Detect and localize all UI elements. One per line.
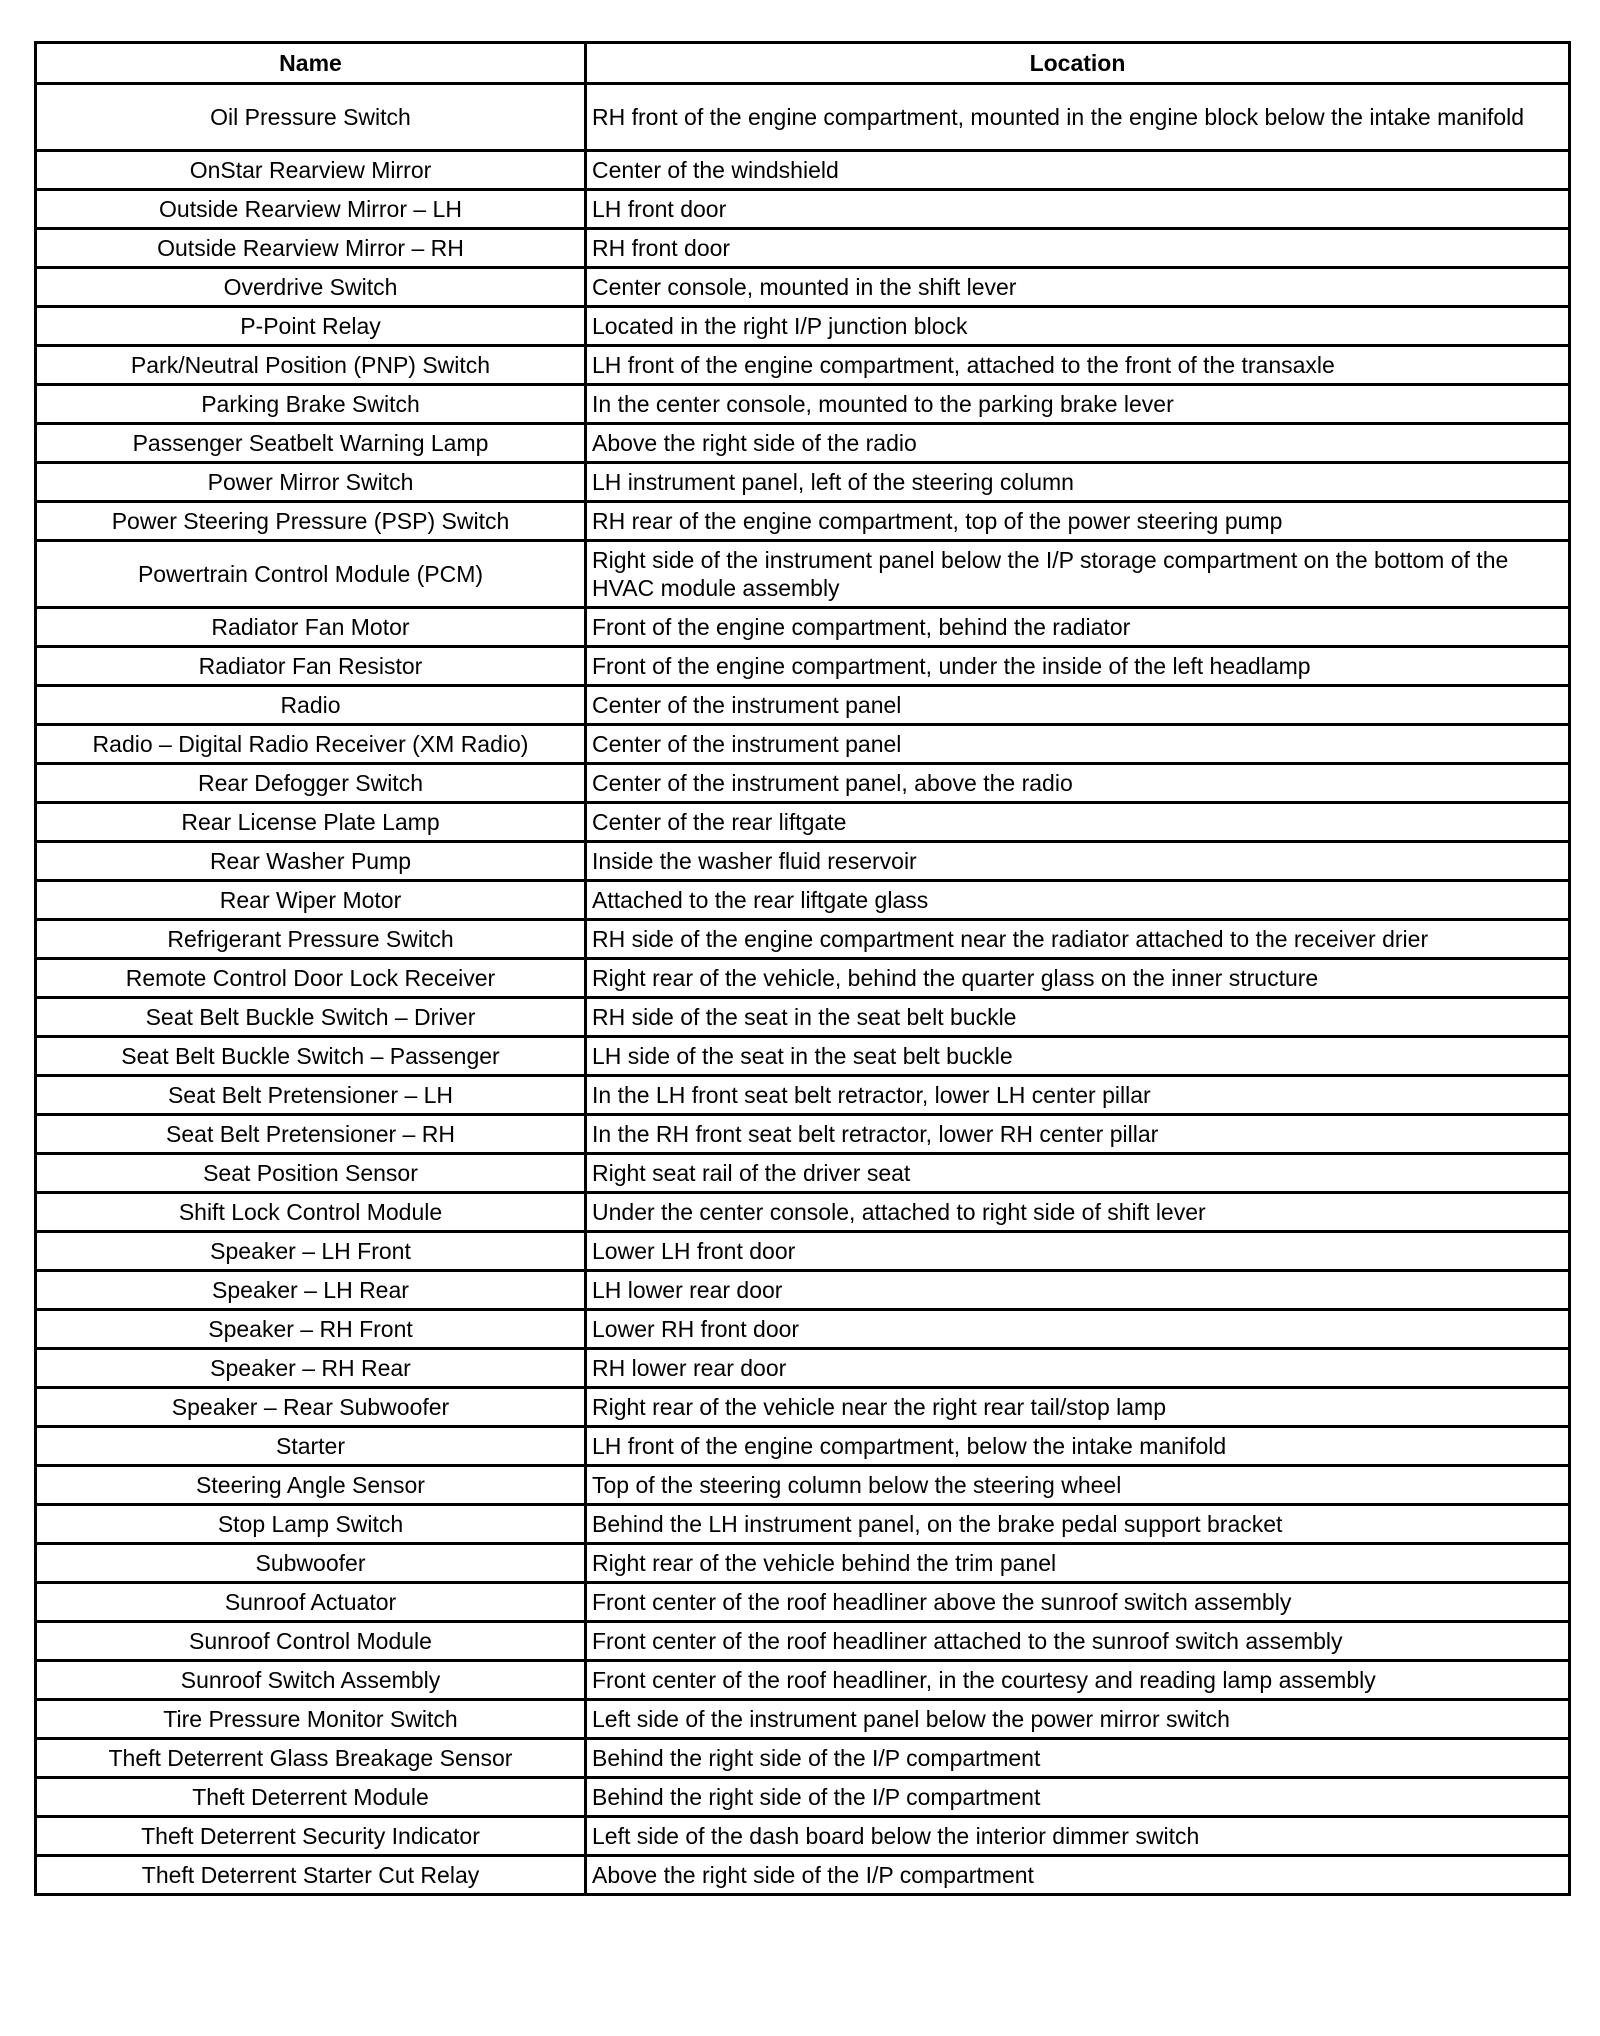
table-row — [36, 424, 1570, 463]
component-name-cell: Passenger Seatbelt Warning Lamp — [36, 424, 586, 463]
component-name-cell: Rear Defogger Switch — [36, 764, 586, 803]
component-location-table-container — [34, 41, 1568, 1896]
component-name-cell: Theft Deterrent Security Indicator — [36, 1817, 586, 1856]
component-location-cell: Above the right side of the radio — [586, 424, 1570, 463]
component-location-cell: LH front of the engine compartment, attached to the front of the transaxle — [586, 346, 1570, 385]
component-location-cell: In the center console, mounted to the parking brake lever — [586, 385, 1570, 424]
table-row — [36, 803, 1570, 842]
table-row — [36, 959, 1570, 998]
component-name-cell: Remote Control Door Lock Receiver — [36, 959, 586, 998]
component-location-cell: Front of the engine compartment, under the inside of the left headlamp — [586, 647, 1570, 686]
component-location-cell: Center of the windshield — [586, 151, 1570, 190]
table-row — [36, 1193, 1570, 1232]
component-location-cell: Right rear of the vehicle near the right rear tail/stop lamp — [586, 1388, 1570, 1427]
table-row — [36, 307, 1570, 346]
component-name-cell: Powertrain Control Module (PCM) — [36, 541, 586, 608]
component-location-cell: LH front of the engine compartment, below the intake manifold — [586, 1427, 1570, 1466]
component-location-cell: Left side of the dash board below the interior dimmer switch — [586, 1817, 1570, 1856]
component-name-cell: Theft Deterrent Starter Cut Relay — [36, 1856, 586, 1895]
component-name-cell: Sunroof Switch Assembly — [36, 1661, 586, 1700]
table-row — [36, 1076, 1570, 1115]
table-row — [36, 920, 1570, 959]
component-name-cell: Speaker – LH Rear — [36, 1271, 586, 1310]
table-row — [36, 1505, 1570, 1544]
table-row — [36, 463, 1570, 502]
table-row — [36, 998, 1570, 1037]
component-name-cell: Radiator Fan Resistor — [36, 647, 586, 686]
table-row — [36, 1310, 1570, 1349]
table-row — [36, 1232, 1570, 1271]
column-header-name: Name — [36, 43, 586, 84]
component-name-cell: Sunroof Actuator — [36, 1583, 586, 1622]
component-location-cell: Attached to the rear liftgate glass — [586, 881, 1570, 920]
component-name-cell: Starter — [36, 1427, 586, 1466]
table-row — [36, 1388, 1570, 1427]
component-location-cell: Center of the instrument panel — [586, 686, 1570, 725]
component-name-cell: Stop Lamp Switch — [36, 1505, 586, 1544]
component-name-cell: Shift Lock Control Module — [36, 1193, 586, 1232]
component-name-cell: Outside Rearview Mirror – RH — [36, 229, 586, 268]
component-name-cell: OnStar Rearview Mirror — [36, 151, 586, 190]
component-location-cell: Center of the rear liftgate — [586, 803, 1570, 842]
component-name-cell: P-Point Relay — [36, 307, 586, 346]
component-location-cell: Front center of the roof headliner, in the courtesy and reading lamp assembly — [586, 1661, 1570, 1700]
component-location-cell: LH instrument panel, left of the steering column — [586, 463, 1570, 502]
table-row — [36, 842, 1570, 881]
component-location-cell: RH side of the engine compartment near the radiator attached to the receiver drier — [586, 920, 1570, 959]
component-name-cell: Oil Pressure Switch — [36, 84, 586, 151]
component-name-cell: Seat Belt Buckle Switch – Driver — [36, 998, 586, 1037]
component-name-cell: Tire Pressure Monitor Switch — [36, 1700, 586, 1739]
component-location-cell: Behind the right side of the I/P compartment — [586, 1778, 1570, 1817]
component-name-cell: Radio – Digital Radio Receiver (XM Radio) — [36, 725, 586, 764]
component-location-table — [34, 41, 1571, 1896]
component-name-cell: Rear Washer Pump — [36, 842, 586, 881]
component-location-cell: Center console, mounted in the shift lever — [586, 268, 1570, 307]
component-name-cell: Rear License Plate Lamp — [36, 803, 586, 842]
component-name-cell: Speaker – LH Front — [36, 1232, 586, 1271]
component-location-cell: Left side of the instrument panel below the power mirror switch — [586, 1700, 1570, 1739]
table-row — [36, 881, 1570, 920]
component-name-cell: Power Mirror Switch — [36, 463, 586, 502]
table-row — [36, 385, 1570, 424]
component-location-cell: Right rear of the vehicle behind the trim panel — [586, 1544, 1570, 1583]
component-name-cell: Power Steering Pressure (PSP) Switch — [36, 502, 586, 541]
component-name-cell: Speaker – RH Front — [36, 1310, 586, 1349]
component-name-cell: Seat Belt Pretensioner – RH — [36, 1115, 586, 1154]
component-name-cell: Speaker – RH Rear — [36, 1349, 586, 1388]
component-location-cell: RH rear of the engine compartment, top of the power steering pump — [586, 502, 1570, 541]
component-location-cell: LH front door — [586, 190, 1570, 229]
component-location-cell: Behind the LH instrument panel, on the brake pedal support bracket — [586, 1505, 1570, 1544]
table-row — [36, 1115, 1570, 1154]
component-name-cell: Theft Deterrent Glass Breakage Sensor — [36, 1739, 586, 1778]
component-location-cell: Center of the instrument panel, above the radio — [586, 764, 1570, 803]
component-location-cell: RH front of the engine compartment, mounted in the engine block below the intake manifold — [586, 84, 1570, 151]
component-name-cell: Theft Deterrent Module — [36, 1778, 586, 1817]
component-name-cell: Parking Brake Switch — [36, 385, 586, 424]
component-location-cell: Lower LH front door — [586, 1232, 1570, 1271]
component-location-cell: Above the right side of the I/P compartment — [586, 1856, 1570, 1895]
component-name-cell: Subwoofer — [36, 1544, 586, 1583]
component-location-cell: Right rear of the vehicle, behind the quarter glass on the inner structure — [586, 959, 1570, 998]
table-row — [36, 502, 1570, 541]
component-location-cell: Located in the right I/P junction block — [586, 307, 1570, 346]
table-row — [36, 1661, 1570, 1700]
table-row — [36, 725, 1570, 764]
table-row — [36, 1544, 1570, 1583]
component-name-cell: Refrigerant Pressure Switch — [36, 920, 586, 959]
table-row — [36, 1349, 1570, 1388]
table-row — [36, 1037, 1570, 1076]
table-row — [36, 1427, 1570, 1466]
component-location-cell: Behind the right side of the I/P compartment — [586, 1739, 1570, 1778]
table-row — [36, 647, 1570, 686]
table-row — [36, 1739, 1570, 1778]
table-row — [36, 190, 1570, 229]
table-row — [36, 1154, 1570, 1193]
table-row — [36, 686, 1570, 725]
table-row — [36, 541, 1570, 608]
component-location-cell: Front center of the roof headliner attached to the sunroof switch assembly — [586, 1622, 1570, 1661]
table-row — [36, 84, 1570, 151]
table-row — [36, 1622, 1570, 1661]
table-row — [36, 1466, 1570, 1505]
table-row — [36, 229, 1570, 268]
table-row — [36, 346, 1570, 385]
component-location-cell: Inside the washer fluid reservoir — [586, 842, 1570, 881]
table-row — [36, 268, 1570, 307]
component-location-cell: In the LH front seat belt retractor, lower LH center pillar — [586, 1076, 1570, 1115]
component-name-cell: Outside Rearview Mirror – LH — [36, 190, 586, 229]
component-location-cell: LH side of the seat in the seat belt buckle — [586, 1037, 1570, 1076]
table-row — [36, 764, 1570, 803]
component-name-cell: Overdrive Switch — [36, 268, 586, 307]
table-header-row — [36, 43, 1570, 84]
component-name-cell: Rear Wiper Motor — [36, 881, 586, 920]
component-location-cell: RH lower rear door — [586, 1349, 1570, 1388]
table-row — [36, 1778, 1570, 1817]
component-location-cell: Front center of the roof headliner above the sunroof switch assembly — [586, 1583, 1570, 1622]
component-name-cell: Speaker – Rear Subwoofer — [36, 1388, 586, 1427]
table-row — [36, 1700, 1570, 1739]
table-row — [36, 1856, 1570, 1895]
component-name-cell: Seat Position Sensor — [36, 1154, 586, 1193]
component-location-cell: Right side of the instrument panel below the I/P storage compartment on the bottom of the HVAC module assembly — [586, 541, 1570, 608]
component-location-cell: RH side of the seat in the seat belt buckle — [586, 998, 1570, 1037]
component-name-cell: Seat Belt Buckle Switch – Passenger — [36, 1037, 586, 1076]
component-name-cell: Radiator Fan Motor — [36, 608, 586, 647]
column-header-location: Location — [586, 43, 1570, 84]
component-location-cell: Under the center console, attached to right side of shift lever — [586, 1193, 1570, 1232]
component-name-cell: Park/Neutral Position (PNP) Switch — [36, 346, 586, 385]
table-row — [36, 151, 1570, 190]
component-location-cell: LH lower rear door — [586, 1271, 1570, 1310]
table-row — [36, 1271, 1570, 1310]
component-name-cell: Steering Angle Sensor — [36, 1466, 586, 1505]
component-location-cell: Right seat rail of the driver seat — [586, 1154, 1570, 1193]
component-name-cell: Seat Belt Pretensioner – LH — [36, 1076, 586, 1115]
component-location-cell: Front of the engine compartment, behind the radiator — [586, 608, 1570, 647]
table-row — [36, 608, 1570, 647]
table-row — [36, 1583, 1570, 1622]
component-name-cell: Radio — [36, 686, 586, 725]
component-name-cell: Sunroof Control Module — [36, 1622, 586, 1661]
component-location-cell: Lower RH front door — [586, 1310, 1570, 1349]
component-location-cell: In the RH front seat belt retractor, lower RH center pillar — [586, 1115, 1570, 1154]
table-row — [36, 1817, 1570, 1856]
component-location-cell: RH front door — [586, 229, 1570, 268]
component-location-cell: Top of the steering column below the steering wheel — [586, 1466, 1570, 1505]
component-location-cell: Center of the instrument panel — [586, 725, 1570, 764]
